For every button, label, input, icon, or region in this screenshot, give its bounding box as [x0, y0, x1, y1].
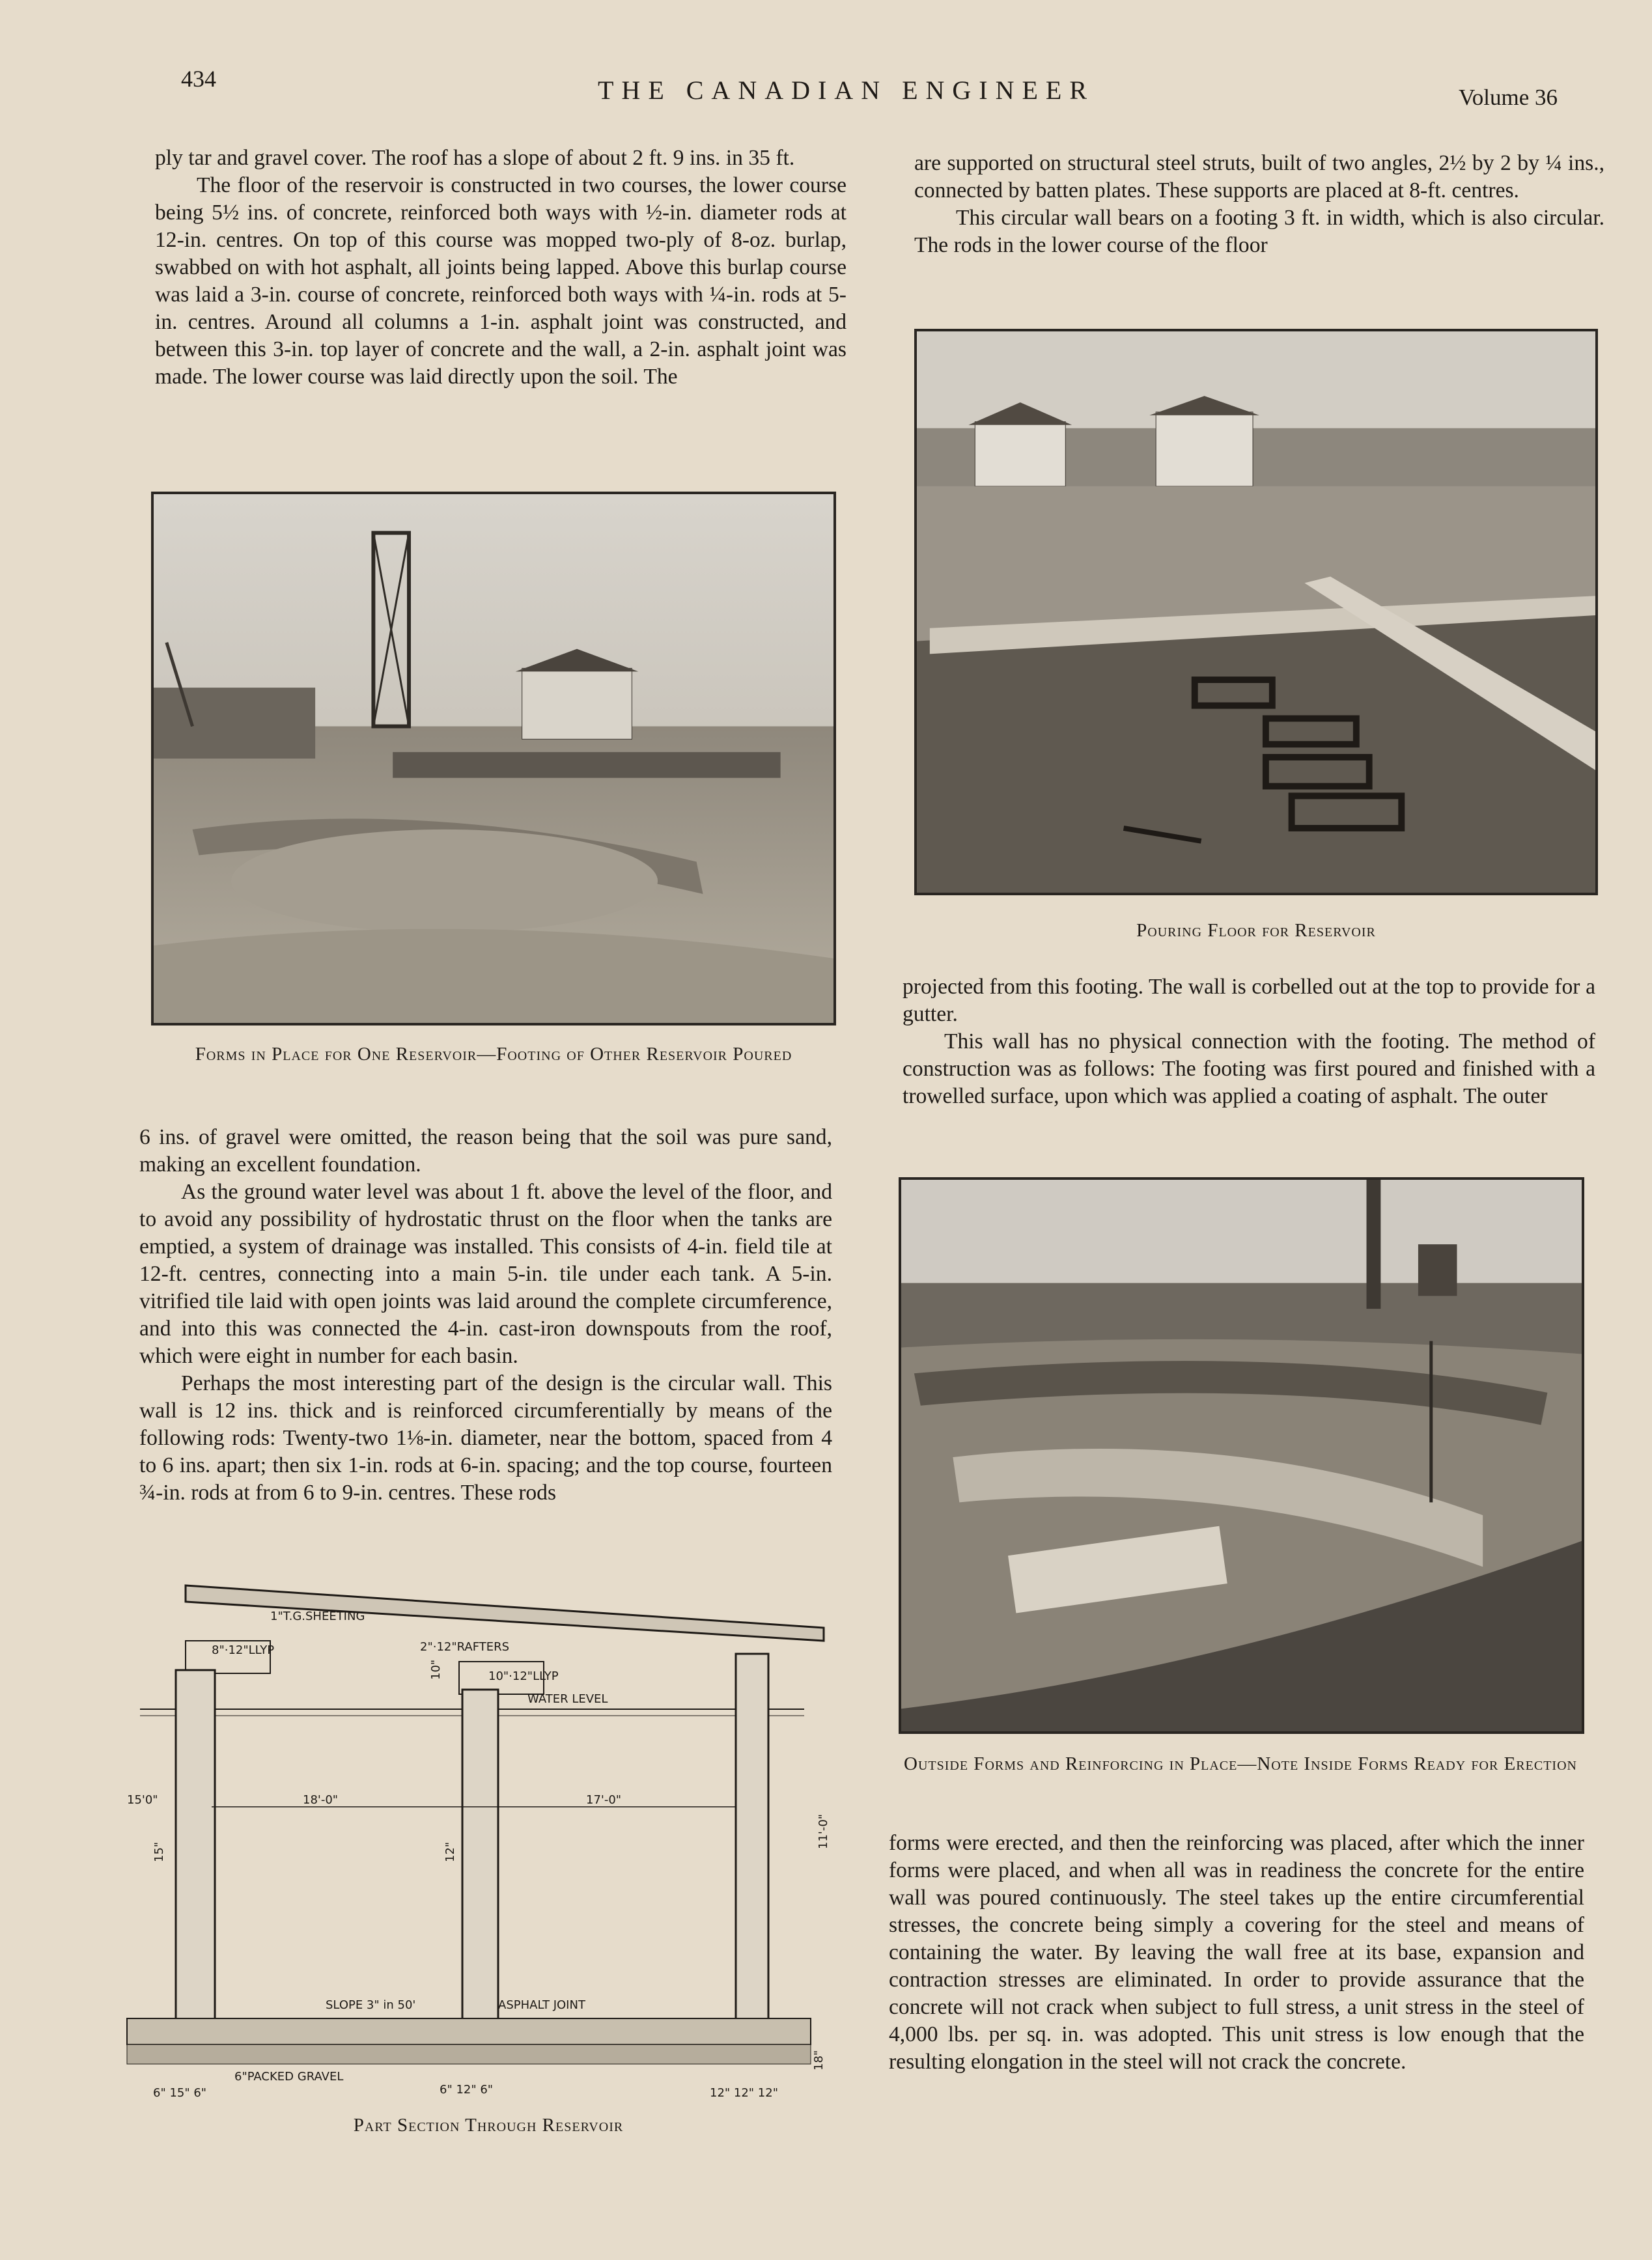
page-number: 434	[181, 66, 216, 92]
beam-mid-label: 10"·12"LLYP	[488, 1669, 559, 1683]
paragraph: The floor of the reservoir is constructed in two courses, the lower course being 5½ ins. of concrete, reinforced both ways with ½-in. diameter rods at 12-in. centres. On top of this course was mopped two-ply of 8-oz. burlap, swabbed on with hot asphalt, all joints being lapped. Above this burlap course was laid a 3-in. course of concrete, reinforced both ways with ¼-in. rods at 5-in. centres. Around all columns a 1-in. asphalt joint was constructed, and between this 3-in. top layer of concrete and the wall, a 2-in. asphalt joint was made. The lower course was laid directly upon the soil. The	[155, 173, 847, 389]
water-level-label: WATER LEVEL	[527, 1692, 608, 1706]
left-dim-label: 15'0"	[127, 1793, 158, 1807]
right-text-block-2	[903, 973, 1595, 1110]
paragraph: are supported on structural steel struts, built of two angles, 2½ by 2 by ¼ ins., connected by batten plates. These supports are placed at 8-ft. centres.	[914, 151, 1604, 202]
beam-left-label: 8"·12"LLYP	[212, 1643, 275, 1657]
span-left-label: 18'-0"	[303, 1793, 339, 1807]
photo-pouring-floor	[914, 329, 1598, 895]
left-text-block-2	[139, 1124, 832, 1507]
photo-forms-in-place	[151, 492, 836, 1025]
packed-gravel-label: 6"PACKED GRAVEL	[234, 2070, 344, 2084]
volume-label: Volume 36	[1459, 85, 1558, 110]
col-dim-mid-label: 12"	[443, 1841, 457, 1862]
caption-photo-1: Forms in Place for One Reservoir—Footing of Other Reservoir Poured	[195, 1044, 792, 1065]
foot-right-label: 12" 12" 12"	[710, 2086, 778, 2100]
paragraph: As the ground water level was about 1 ft. above the level of the floor, and to avoid any possibility of hydrostatic thrust on the floor when the tanks are emptied, a system of drainage was installed. This consists of 4-in. field tile at 12-ft. centres, connecting into a main 5-in. tile under each tank. A 5-in. vitrified tile laid with open joints was laid around the complete circumference, and into this was connected the 4-in. cast-iron downspouts from the roof, which were eight in number for each basin.	[139, 1180, 832, 1368]
photo-outside-forms	[899, 1177, 1584, 1734]
depth-label: 18"	[812, 2050, 826, 2071]
slope-label: SLOPE 3" in 50'	[326, 1998, 416, 2012]
right-text-block-1	[914, 150, 1604, 259]
paragraph: 6 ins. of gravel were omitted, the reason being that the soil was pure sand, making an excellent foundation.	[139, 1125, 832, 1177]
paragraph: ply tar and gravel cover. The roof has a slope of about 2 ft. 9 ins. in 35 ft.	[155, 146, 795, 170]
paragraph: Perhaps the most interesting part of the design is the circular wall. This wall is 12 ins. thick and is reinforced circumferentially by means of the following rods: Twenty-two 1⅛-in. diameter, near the bottom, spaced from 4 to 6 ins. apart; then six 1-in. rods at 6-in. spacing; and the top course, fourteen ¾-in. rods at from 6 to 9-in. centres. These rods	[139, 1371, 832, 1505]
rafters-label: 2"·12"RAFTERS	[420, 1640, 510, 1654]
paragraph: forms were erected, and then the reinforcing was placed, after which the inner forms were placed, and when all was in readiness the concrete for the entire wall was poured continuously. The steel takes up the entire circumferential stresses, the concrete being simply a covering for the steel and means of containing the water. By leaving the wall free at its base, expansion and contraction stresses are eliminated. In order to provide assurance that the concrete will not crack when subject to full stress, a unit stress in the steel of 4,000 lbs. per sq. in. was adopted. This unit stress is low enough that the resulting elongation in the steel will not crack the concrete.	[889, 1831, 1584, 2074]
left-text-block-1	[155, 145, 847, 391]
paragraph: This circular wall bears on a footing 3 ft. in width, which is also circular. The rods in the lower course of the floor	[914, 206, 1604, 257]
paragraph: This wall has no physical connection with the footing. The method of construction was as follows: The footing was first poured and finished with a trowelled surface, upon which was applied a coating of asphalt. The outer	[903, 1029, 1595, 1108]
caption-photo-3: Outside Forms and Reinforcing in Place—Note Inside Forms Ready for Erection	[904, 1753, 1577, 1774]
caption-photo-2: Pouring Floor for Reservoir	[1136, 920, 1376, 941]
foot-mid-label: 6" 12" 6"	[440, 2083, 494, 2097]
caption-section: Part Section Through Reservoir	[353, 2115, 624, 2136]
section-drawing	[120, 1576, 853, 2103]
top-dim-label: 10"	[429, 1659, 443, 1680]
col-dim-left-label: 15"	[152, 1841, 166, 1862]
right-text-block-3	[889, 1830, 1584, 2076]
span-right-label: 17'-0"	[586, 1793, 622, 1807]
sheeting-label: 1"T.G.SHEETING	[270, 1610, 365, 1623]
foot-left-label: 6" 15" 6"	[153, 2086, 207, 2100]
asphalt-joint-label: ASPHALT JOINT	[498, 1998, 585, 2012]
running-title: THE CANADIAN ENGINEER	[598, 76, 1095, 105]
paragraph: projected from this footing. The wall is corbelled out at the top to provide for a gutter.	[903, 975, 1595, 1026]
height-right-label: 11'-0"	[817, 1813, 830, 1849]
